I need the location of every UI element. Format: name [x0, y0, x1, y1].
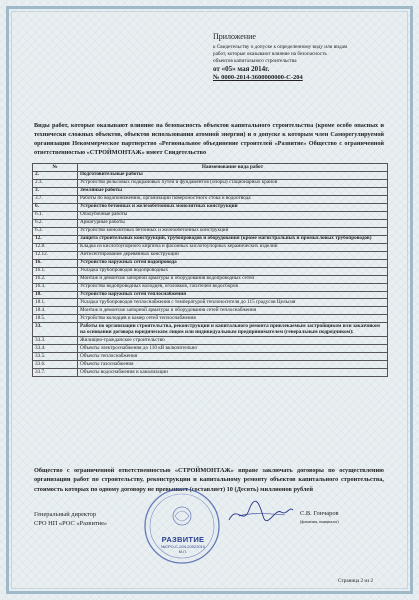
signer-org: СРО НП «РОС «Развитие»: [34, 520, 108, 528]
row-number: 6.1.: [33, 211, 78, 219]
row-number: 6.3.: [33, 227, 78, 235]
table-row: [33, 235, 388, 243]
appendix-line: работ, которые оказывают влияние на безопасность: [213, 50, 327, 57]
row-work-name: Укладка трубопроводов водопроводных: [78, 267, 388, 275]
table-row: [33, 291, 388, 299]
row-number: 16.2.: [33, 275, 78, 283]
row-number: 18.1.: [33, 299, 78, 307]
row-work-name: Устройство водопроводных колодцев, оголовков, гасителей водосборов: [78, 283, 388, 291]
row-work-name: Устройство колодцев и камер сетей теплоснабжения: [78, 315, 388, 323]
row-work-name: Устройство рельсовых подкрановых путей и фундаментов (опоры) стационарных кранов: [78, 179, 388, 187]
intro-paragraph: Виды работ, которые оказывают влияние на безопасность объектов капитального строительства (кроме особо опасных и технически сложных объектов, объектов использования атомной энергии) и о допуске к которым член Саморегулируемой организации Некоммерческое партнерство «Региональное объединение строителей «Развитие» Общество с ограниченной ответственностью «СТРОЙМОНТАЖ» имеет Свидетельство: [34, 122, 384, 156]
row-number: 33.4.: [33, 345, 78, 353]
row-work-name: Работы по организации строительства, реконструкции и капитального ремонта привлекаемым застройщиком или заказчиком на основании договора юридическим лицом или индивидуальным предпринимателем (генеральным подрядчиком):: [78, 323, 388, 337]
row-number: 3.7.: [33, 195, 78, 203]
row-number: 33.6.: [33, 361, 78, 369]
row-work-name: Защита строительных конструкций, трубопроводов и оборудования (кроме магистральных и промысловых трубопроводов): [78, 235, 388, 243]
row-work-name: Антисептирование деревянных конструкций: [78, 251, 388, 259]
row-work-name: Устройство монолитных бетонных и железобетонных конструкций: [78, 227, 388, 235]
certificate-number: № 0000-2014-3600000000-С-204: [213, 74, 303, 82]
row-work-name: Устройство наружных сетей теплоснабжения: [78, 291, 388, 299]
table-row: [33, 369, 388, 377]
header-name: Наименование вида работ: [78, 164, 388, 172]
table-row: [33, 323, 388, 337]
table-row: [33, 315, 388, 323]
signer-position: Генеральный директор: [34, 511, 97, 518]
handwritten-signature: [225, 498, 295, 528]
appendix-header: [213, 32, 388, 83]
row-work-name: Укладка трубопроводов теплоснабжения с температурой теплоносителя до 115 градусов Цельсия: [78, 299, 388, 307]
table-row: [33, 251, 388, 259]
table-row: [33, 275, 388, 283]
outro-paragraph: Общество с ограниченной ответственностью «СТРОЙМОНТАЖ» вправе заключать договоры по осуществлению организации работ по строительству, реконструкции и капитальному ремонту объектов капитального строительства, стоимость которых по одному договору не превышает (составляет) 10 (Десять) миллионов рублей: [34, 467, 384, 493]
row-work-name: Опалубочные работы: [78, 211, 388, 219]
row-number: 16.: [33, 259, 78, 267]
seal-line: М.П.: [178, 549, 188, 554]
row-number: 12.: [33, 235, 78, 243]
row-number: 18.4.: [33, 307, 78, 315]
row-work-name: Объекты электроснабжения до 110 кВ включительно: [78, 345, 388, 353]
row-number: 6.: [33, 203, 78, 211]
signer-name: С.В. Гончаров: [300, 510, 339, 517]
works-table-body: [33, 171, 388, 376]
row-number: 12.8.: [33, 243, 78, 251]
row-work-name: Арматурные работы: [78, 219, 388, 227]
row-work-name: Объекты теплоснабжения: [78, 353, 388, 361]
signer-name-caption: (фамилия, инициалы): [300, 518, 339, 524]
table-row: [33, 307, 388, 315]
table-row: [33, 299, 388, 307]
row-number: 33.: [33, 323, 78, 337]
header-number: №: [33, 164, 78, 172]
appendix-line: объектов капитального строительства: [213, 57, 297, 64]
row-work-name: Устройство наружных сетей водопровода: [78, 259, 388, 267]
row-number: 33.7.: [33, 369, 78, 377]
row-work-name: Устройство бетонных и железобетонных монолитных конструкций: [78, 203, 388, 211]
row-number: 16.3.: [33, 283, 78, 291]
round-seal: [142, 486, 222, 566]
table-row: [33, 259, 388, 267]
row-work-name: Кладка из кислотоупорного кирпича и фасонных кислотоупорных керамических изделий: [78, 243, 388, 251]
row-work-name: Жилищно-гражданское строительство: [78, 337, 388, 345]
row-work-name: Монтаж и демонтаж запорной арматуры и оборудования сетей теплоснабжения: [78, 307, 388, 315]
page-number: Страница 2 из 2: [338, 578, 374, 584]
row-number: 33.5.: [33, 353, 78, 361]
seal-main-text: РАЗВИТИЕ: [161, 535, 205, 544]
table-row: [33, 283, 388, 291]
row-number: 18.: [33, 291, 78, 299]
row-number: 6.2.: [33, 219, 78, 227]
row-work-name: Земляные работы: [78, 187, 388, 195]
appendix-title: Приложение: [213, 32, 256, 41]
appendix-date: от «05» мая 2014г.: [213, 64, 270, 73]
row-number: 12.12.: [33, 251, 78, 259]
seal-line: №СРО-С-204-20022010: [160, 544, 206, 549]
table-row: [33, 267, 388, 275]
works-table: [32, 163, 388, 377]
row-work-name: Подготовительные работы: [78, 171, 388, 179]
table-row: [33, 337, 388, 345]
row-number: 16.1.: [33, 267, 78, 275]
row-work-name: Объекты водоснабжения и канализации: [78, 369, 388, 377]
row-number: 3.: [33, 187, 78, 195]
row-work-name: Монтаж и демонтаж запорной арматуры и оборудования водопроводных сетей: [78, 275, 388, 283]
row-number: 18.5.: [33, 315, 78, 323]
row-number: 2.3.: [33, 179, 78, 187]
row-work-name: Объекты газоснабжения: [78, 361, 388, 369]
row-number: 33.3.: [33, 337, 78, 345]
table-row: [33, 361, 388, 369]
table-row: [33, 353, 388, 361]
row-work-name: Работы по водопонижению, организации поверхностного стока и водоотвода: [78, 195, 388, 203]
table-row: [33, 243, 388, 251]
signer-name-block: [300, 510, 339, 525]
table-row: [33, 345, 388, 353]
seal-text: [148, 535, 218, 554]
signer-block: [34, 510, 107, 529]
appendix-line: к Свидетельству о допуске к определенному виду или видам: [213, 43, 348, 50]
row-number: 2.: [33, 171, 78, 179]
